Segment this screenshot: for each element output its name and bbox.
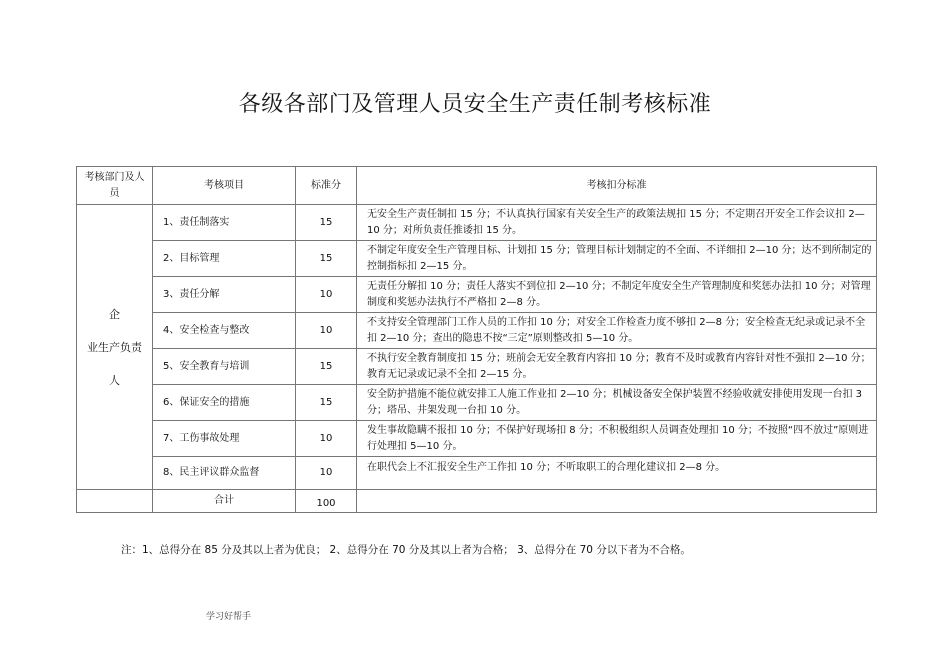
assessment-table (76, 166, 877, 513)
table-header-row (77, 167, 877, 205)
total-standard-blank (357, 490, 877, 513)
dept-line-1: 企 (109, 307, 120, 321)
score-cell: 15 (296, 205, 357, 241)
standard-cell: 无安全生产责任制扣 15 分；不认真执行国家有关安全生产的政策法规扣 15 分；不定期召开安全工作会议扣 2—10 分；对所负责任推诿扣 15 分。 (357, 205, 877, 241)
table-row (77, 313, 877, 349)
total-label: 合计 (153, 490, 296, 513)
header-item: 考核项目 (153, 167, 296, 205)
item-cell: 2、目标管理 (153, 241, 296, 277)
standard-cell: 不制定年度安全生产管理目标、计划扣 15 分；管理目标计划制定的不全面、不详细扣 2—10 分；达不到所制定的控制指标扣 2—15 分。 (357, 241, 877, 277)
table-row (77, 349, 877, 385)
score-cell: 10 (296, 457, 357, 490)
standard-cell: 在职代会上不汇报安全生产工作扣 10 分；不听取职工的合理化建议扣 2—8 分。 (357, 457, 877, 490)
grading-note: 注：1、总得分在 85 分及其以上者为优良； 2、总得分在 70 分及其以上者为合格； 3、总得分在 70 分以下者为不合格。 (121, 544, 691, 556)
total-row (77, 490, 877, 513)
table-row (77, 205, 877, 241)
item-cell: 5、安全教育与培训 (153, 349, 296, 385)
header-standard: 考核扣分标准 (357, 167, 877, 205)
standard-cell: 不执行安全教育制度扣 15 分；班前会无安全教育内容扣 10 分；教育不及时或教育内容针对性不强扣 2—10 分；教育无记录或记录不全扣 2—15 分。 (357, 349, 877, 385)
standard-cell: 无责任分解扣 10 分；责任人落实不到位扣 2—10 分；不制定年度安全生产管理制度和奖惩办法扣 10 分；对管理制度和奖惩办法执行不严格扣 2—8 分。 (357, 277, 877, 313)
footer-text: 学习好帮手 (206, 612, 252, 622)
table-row (77, 385, 877, 421)
header-dept: 考核部门及人员 (77, 167, 153, 205)
dept-line-2: 业生产负责 (87, 340, 142, 354)
table-row (77, 421, 877, 457)
header-score: 标准分 (296, 167, 357, 205)
item-cell: 8、民主评议群众监督 (153, 457, 296, 490)
item-cell: 3、责任分解 (153, 277, 296, 313)
item-cell: 6、保证安全的措施 (153, 385, 296, 421)
page-title: 各级各部门及管理人员安全生产责任制考核标准 (238, 92, 712, 117)
item-cell: 4、安全检查与整改 (153, 313, 296, 349)
item-cell: 7、工伤事故处理 (153, 421, 296, 457)
dept-cell (77, 205, 153, 490)
score-cell: 15 (296, 385, 357, 421)
score-cell: 10 (296, 277, 357, 313)
table-row (77, 241, 877, 277)
score-cell: 10 (296, 313, 357, 349)
score-cell: 15 (296, 241, 357, 277)
standard-cell: 发生事故隐瞒不报扣 10 分；不保护好现场扣 8 分；不积极组织人员调查处理扣 10 分；不按照“四不放过”原则进行处理扣 5—10 分。 (357, 421, 877, 457)
total-score: 100 (296, 490, 357, 513)
score-cell: 15 (296, 349, 357, 385)
dept-line-3: 人 (109, 373, 120, 387)
table-row (77, 457, 877, 490)
standard-cell: 安全防护措施不能位就安排工人施工作业扣 2—10 分；机械设备安全保护装置不经验收就安排使用发现一台扣 3 分；塔吊、井架发现一台扣 10 分。 (357, 385, 877, 421)
total-blank-cell (77, 490, 153, 513)
standard-cell: 不支持安全管理部门工作人员的工作扣 10 分；对安全工作检查力度不够扣 2—8 分；安全检查无纪录或记录不全扣 2—10 分；查出的隐患不按“三定”原则整改扣 5—10 分。 (357, 313, 877, 349)
table-row (77, 277, 877, 313)
score-cell: 10 (296, 421, 357, 457)
item-cell: 1、责任制落实 (153, 205, 296, 241)
